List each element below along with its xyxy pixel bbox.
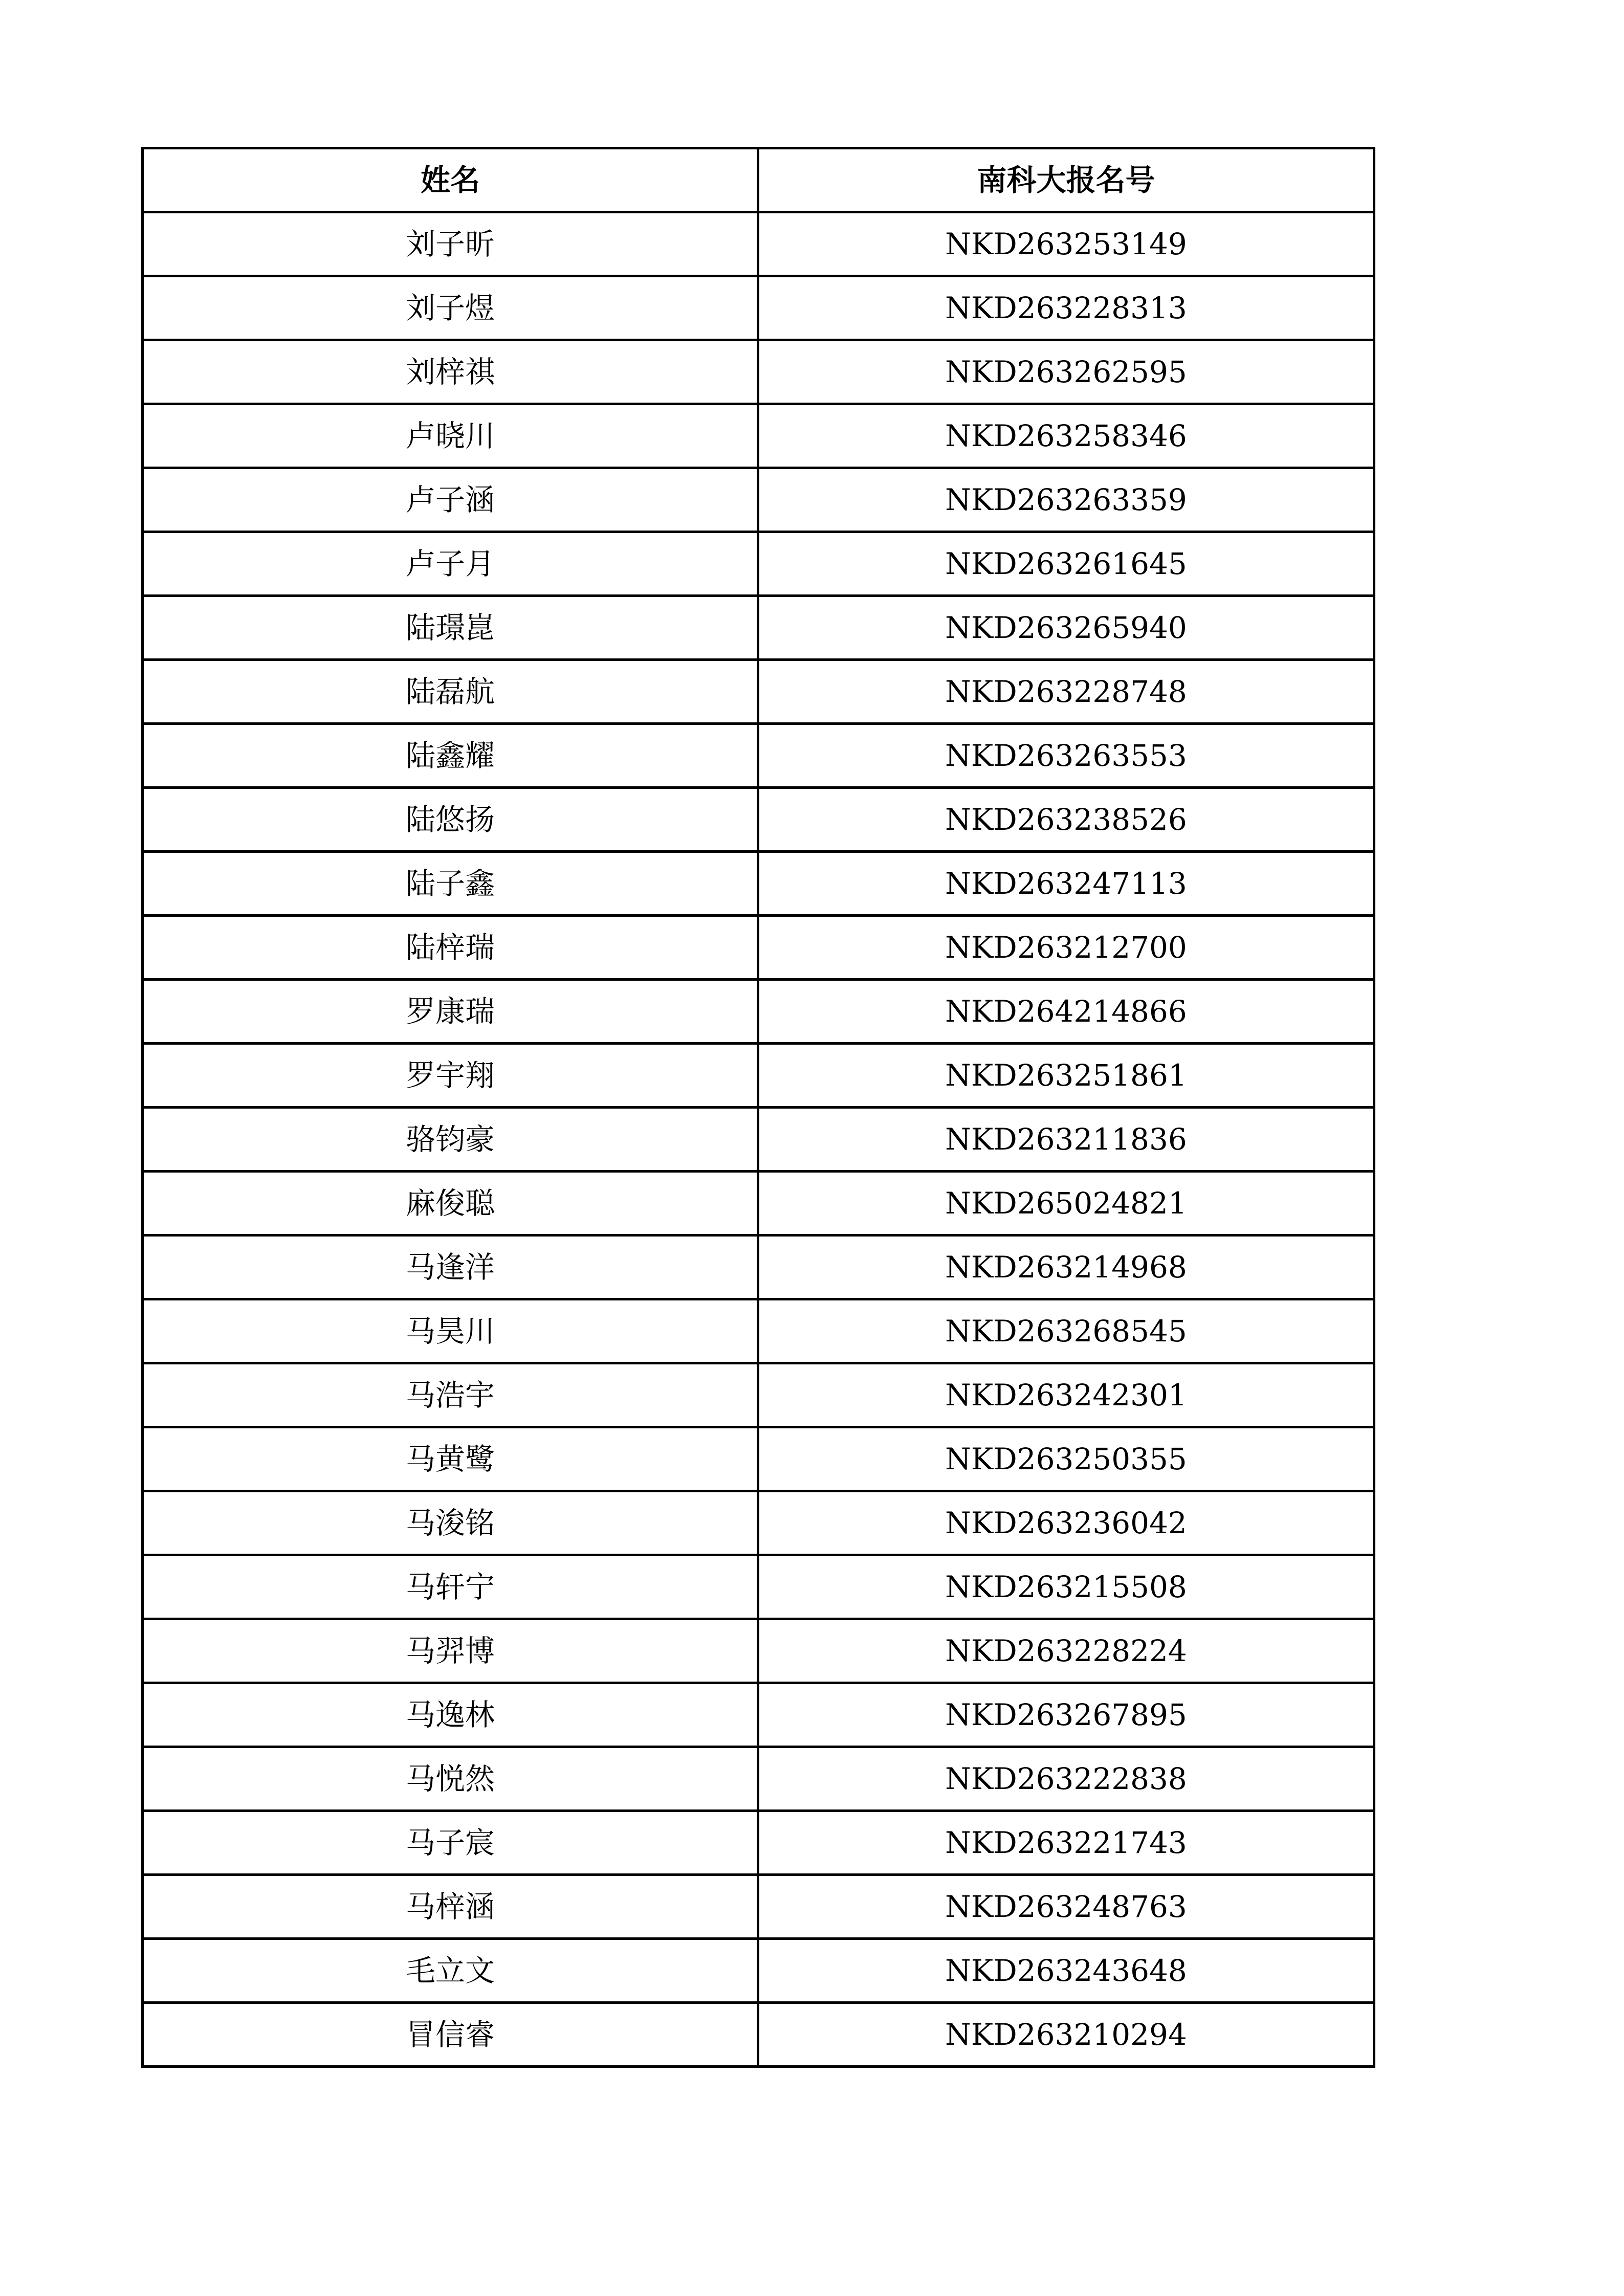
registration-number-cell: NKD263251861 — [758, 1044, 1374, 1108]
table-row — [143, 1044, 1374, 1108]
registration-number-cell: NKD263214968 — [758, 1235, 1374, 1299]
student-name-cell: 马子宸 — [143, 1811, 758, 1875]
table-row — [143, 1875, 1374, 1939]
registration-number-cell: NKD263248763 — [758, 1875, 1374, 1939]
table-row — [143, 1555, 1374, 1619]
table-row — [143, 1683, 1374, 1747]
student-name-cell: 毛立文 — [143, 1939, 758, 2003]
table-row — [143, 1363, 1374, 1427]
registration-number-cell: NKD263228224 — [758, 1619, 1374, 1683]
student-name-cell: 冒信睿 — [143, 2003, 758, 2067]
student-name-cell: 陆悠扬 — [143, 788, 758, 852]
roster-table — [141, 147, 1375, 2068]
table-row — [143, 1108, 1374, 1172]
student-name-cell: 骆钧豪 — [143, 1108, 758, 1172]
student-name-cell: 马逢洋 — [143, 1235, 758, 1299]
table-row — [143, 276, 1374, 340]
registration-number-cell: NKD263221743 — [758, 1811, 1374, 1875]
table-row — [143, 340, 1374, 404]
registration-number-cell: NKD264214866 — [758, 980, 1374, 1044]
registration-number-cell: NKD263247113 — [758, 852, 1374, 916]
registration-number-cell: NKD263263359 — [758, 468, 1374, 532]
registration-number-cell: NKD263242301 — [758, 1363, 1374, 1427]
student-name-cell: 马逸林 — [143, 1683, 758, 1747]
student-name-cell: 麻俊聪 — [143, 1172, 758, 1235]
registration-number-cell: NKD263263553 — [758, 724, 1374, 788]
table-row — [143, 1491, 1374, 1555]
registration-number-cell: NKD263261645 — [758, 532, 1374, 596]
student-name-cell: 陆梓瑞 — [143, 916, 758, 980]
registration-number-cell: NKD263253149 — [758, 212, 1374, 276]
student-name-cell: 刘梓祺 — [143, 340, 758, 404]
registration-number-cell: NKD263222838 — [758, 1747, 1374, 1811]
registration-number-cell: NKD263267895 — [758, 1683, 1374, 1747]
table-row — [143, 1619, 1374, 1683]
registration-number-cell: NKD263236042 — [758, 1491, 1374, 1555]
student-name-cell: 马黄鹭 — [143, 1427, 758, 1491]
table-row — [143, 724, 1374, 788]
student-name-cell: 马羿博 — [143, 1619, 758, 1683]
registration-number-cell: NKD263215508 — [758, 1555, 1374, 1619]
student-name-cell: 卢子涵 — [143, 468, 758, 532]
table-row — [143, 1299, 1374, 1363]
table-row — [143, 2003, 1374, 2067]
table-row — [143, 468, 1374, 532]
table-row — [143, 788, 1374, 852]
registration-number-cell: NKD263212700 — [758, 916, 1374, 980]
registration-number-cell: NKD263250355 — [758, 1427, 1374, 1491]
registration-number-cell: NKD263210294 — [758, 2003, 1374, 2067]
student-name-cell: 卢子月 — [143, 532, 758, 596]
table-row — [143, 660, 1374, 724]
table-row — [143, 1427, 1374, 1491]
registration-number-cell: NKD263265940 — [758, 596, 1374, 660]
roster-sheet — [141, 147, 1373, 2068]
roster-body — [143, 212, 1374, 2067]
table-row — [143, 1811, 1374, 1875]
student-name-cell: 马梓涵 — [143, 1875, 758, 1939]
student-name-cell: 刘子昕 — [143, 212, 758, 276]
registration-number-cell: NKD263262595 — [758, 340, 1374, 404]
registration-number-cell: NKD263243648 — [758, 1939, 1374, 2003]
table-row — [143, 532, 1374, 596]
student-name-cell: 刘子煜 — [143, 276, 758, 340]
table-row — [143, 212, 1374, 276]
student-name-cell: 马轩宁 — [143, 1555, 758, 1619]
registration-number-cell: NKD265024821 — [758, 1172, 1374, 1235]
table-row — [143, 596, 1374, 660]
header-registration-number: 南科大报名号 — [758, 148, 1374, 212]
registration-number-cell: NKD263268545 — [758, 1299, 1374, 1363]
header-row — [143, 148, 1374, 212]
table-row — [143, 980, 1374, 1044]
registration-number-cell: NKD263238526 — [758, 788, 1374, 852]
student-name-cell: 马昊川 — [143, 1299, 758, 1363]
student-name-cell: 卢晓川 — [143, 404, 758, 468]
table-row — [143, 1747, 1374, 1811]
table-row — [143, 1939, 1374, 2003]
registration-number-cell: NKD263211836 — [758, 1108, 1374, 1172]
registration-number-cell: NKD263228748 — [758, 660, 1374, 724]
student-name-cell: 陆磊航 — [143, 660, 758, 724]
registration-number-cell: NKD263228313 — [758, 276, 1374, 340]
table-row — [143, 852, 1374, 916]
registration-number-cell: NKD263258346 — [758, 404, 1374, 468]
student-name-cell: 陆子鑫 — [143, 852, 758, 916]
table-row — [143, 404, 1374, 468]
table-row — [143, 916, 1374, 980]
student-name-cell: 陆璟崑 — [143, 596, 758, 660]
table-row — [143, 1172, 1374, 1235]
student-name-cell: 陆鑫耀 — [143, 724, 758, 788]
table-row — [143, 1235, 1374, 1299]
student-name-cell: 罗康瑞 — [143, 980, 758, 1044]
student-name-cell: 马浚铭 — [143, 1491, 758, 1555]
student-name-cell: 罗宇翔 — [143, 1044, 758, 1108]
header-name: 姓名 — [143, 148, 758, 212]
student-name-cell: 马浩宇 — [143, 1363, 758, 1427]
student-name-cell: 马悦然 — [143, 1747, 758, 1811]
